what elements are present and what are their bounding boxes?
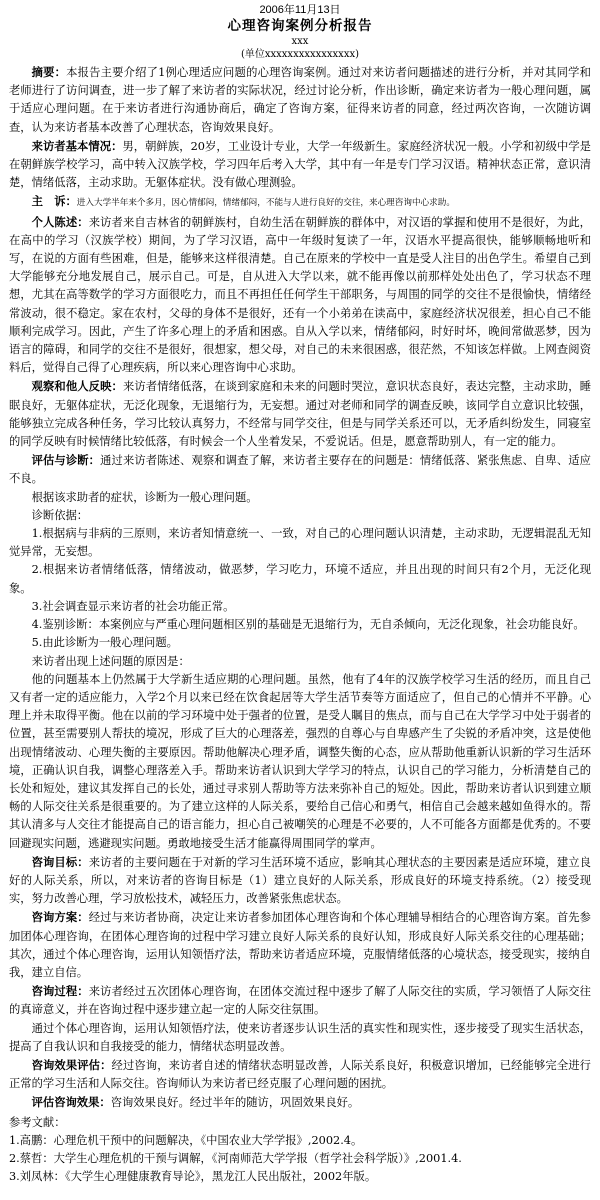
effect-label: 评估咨询效果： [31,1095,111,1110]
process-text: 来访者经过五次团体心理咨询，在团体交流过程中逐步了解了人际交往的实质，学习领悟了人际交往的真谛意义，并在咨询过程中逐步建立起一定的人际交往氛围。 [9,985,591,1017]
cause-text: 他的问题基本上仍然属于大学新生适应期的心理问题。虽然，他有了4年的汉族学校学习生活的经历，而且自己又有者一定的适应能力，入学2个月以来已经在饮食起居等大学生活节奏等方面适应了，但自己的心情并不平静。心理上并未取得平衡。他在以前的学习环境中处于强者的位置，是受人瞩目的焦点，而与自己在大学学习中处于弱者的位置，甚至需要别人帮扶的境况，形成了巨大的心理落差，强烈的自尊心与自卑感产生了尖锐的矛盾冲突，这是使他出现情绪波动、心理失衡的主要原因。帮助他解决心理矛盾，调整失衡的心态，应从帮助他重新认识新的学习生活环境，正确认识自我，调整心理落差入手。帮助来访者认识到大学学习的特点，认识自己的学习能力，分析清楚自己的长处和短处，建议其发挥自己的长处，通过寻求别人帮助等方法来弥补自己的短处。因此，帮助来访者认识到建立顺畅的人际交往关系是很重要的。为了建立这样的人际关系，要给自己信心和勇气，相信自己会越来越如鱼得水的。帮其认清多与人交往才能提高自己的语言能力，担心自己被嘲笑的心理是不必要的，人不可能各方面都是优秀的。不要回避现实问题，逃避现实问题。勇敢地接受生活才能赢得周围同学的掌声。 [9,672,591,850]
goals-paragraph [9,853,591,909]
report-title: 心理咨询案例分析报告 [227,18,373,34]
abstract-paragraph [9,63,591,137]
reference-item: 3.刘凤林：《大学生心理健康教育导论》，黑龙江人民出版社，2002年版。 [9,1170,377,1184]
diagnosis-paragraph [9,451,591,488]
self-statement-text: 来访者来自吉林省的朝鲜族村，自幼生活在朝鲜族的群体中，对汉语的掌握和使用不是很好，为此，在高中的学习（汉族学校）期间，为了学习汉语，高中一年级时复读了一年，汉语水平提高很快，能够顺畅地听和写，在说的方面有些困难，但是，能够来这样很清楚。自己在原来的学校中一直是受人注目的出色学生。希望自己到大学能够充分地发展自己，展示自己。可是，自从进入大学以来，就不能再像以前那样处处出色了，学习状态不理想，尤其在高等数学的学习方面很吃力，而且不再担任任何学生干部职务，与周围的同学的交往不是很愉快，情绪经常波动，很不稳定。家在农村，父母的身体不是很好，还有一个小弟弟在读高中，家庭经济状况很差，担心自己不能顺利完成学习。因此，产生了许多心理上的矛盾和困惑。自从入学以来，情绪郁闷，时好时坏，晚间常做恶梦，因为语言的障碍，和同学的交往不是很好，很想家，想父母，对自己的未来很困惑，很茫然，不知该怎样做。上网查阅资料后，觉得自己得了心理疾病，所以来心理咨询中心求助。 [9,215,591,375]
plan-paragraph [9,908,591,982]
abstract-text: 本报告主要介绍了1例心理适应问题的心理咨询案例。通过对来访者问题描述的进行分析，并对其同学和老师进行了访问调查，进一步了解了来访者的实际状况，经过讨论分析，作出诊断，确定来访者为一般心理问题，属于适应心理问题。在于来访者进行沟通协商后，确定了咨询方案，征得来访者的同意，经过两次咨询，一次随访调查，认为来访者基本改善了心理状态，咨询效果良好。 [9,66,591,134]
diagnosis-basis-item: 3.社会调查显示来访者的社会功能正常。 [31,599,235,613]
complaint-paragraph [9,192,591,212]
plan-label: 咨询方案： [31,910,89,925]
observation-label: 观察和他人反映： [31,379,123,394]
reference-item: 1.高鹏：心理危机干预中的问题解决，《中国农业大学学报》,2002.4。 [9,1133,363,1147]
effect-eval-paragraph [9,1056,591,1093]
complaint-text: 进入大学半年来个多月，因心情郁闷，情绪郁闷，不能与人进行良好的交往，来心理咨询中心求助。 [76,198,455,209]
goals-label: 咨询目标： [31,854,89,869]
basic-info-label: 来访者基本情况： [31,138,123,153]
process-paragraph [9,982,591,1019]
self-statement-label: 个人陈述： [31,214,89,229]
diagnosis-basis-item: 5.由此诊断为一般心理问题。 [31,636,178,650]
diagnosis-basis-item: 4.鉴别诊断：本案例应与严重心理问题相区别的基础是无退缩行为，无自杀倾向，无泛化现象，社会功能良好。 [31,618,585,632]
diagnosis-conclusion: 根据该求助者的症状，诊断为一般心理问题。 [31,490,258,504]
references-label: 参考文献： [9,1115,66,1129]
basic-info-text: 男，朝鲜族，20岁，工业设计专业，大学一年级新生。家庭经济状况一般。小学和初级中学是在朝鲜族学校学习，高中转入汉族学校，学习四年后考入大学，其中有一年是专门学习汉语。精神状态正常，意识清楚，情绪低落，主动求助。无躯体症状。没有做心理测验。 [9,139,591,190]
author-unit: (单位xxxxxxxxxxxxxxxx) [240,49,360,60]
observation-paragraph [9,377,591,451]
plan-text: 经过与来访者协商，决定让来访者参加团体心理咨询和个体心理辅导相结合的心理咨询方案。首先参加团体心理咨询，在团体心理咨询的过程中学习建立良好人际关系的良好认知，形成良好人际关系交往的心理基础；其次，通过个体心理咨询，运用认知领悟疗法，帮助来访者适应环境，克服情绪低落的心境状态，接受现实，接纳自我，建立自信。 [9,911,591,979]
effect-paragraph [9,1093,591,1112]
diagnosis-label: 评估与诊断： [31,453,101,468]
self-statement-paragraph [9,213,591,378]
effect-text: 咨询效果良好。经过半年的随访，巩固效果良好。 [110,1096,360,1110]
diagnosis-basis-label: 诊断依据： [31,508,89,522]
diagnosis-basis-item: 1.根据病与非病的三原则，来访者知情意统一、一致，对自己的心理问题认识清楚，主动求助，无逻辑混乱无知觉异常，无妄想。 [9,527,591,559]
effect-eval-text: 经过咨询，来访者自述的情绪状态明显改善，人际关系良好，积极意识增加，已经能够完全进行正常的学习生活和人际交往。咨询师认为来访者已经克服了心理问题的困扰。 [9,1058,591,1091]
complaint-label: 主 诉： [31,194,77,209]
process-text-2: 通过个体心理咨询，运用认知领悟疗法，使来访者逐步认识生活的真实性和现实性，逐步接受了现实生活状态，提高了自我认识和自我接受的能力，情绪状态明显改善。 [9,1021,591,1053]
diagnosis-basis-item: 2.根据来访者情绪低落，情绪波动，做恶梦，学习吃力，环境不适应，并且出现的时间只有2个月，无泛化现象。 [9,563,591,595]
abstract-label: 摘要： [31,65,67,79]
basic-info-paragraph [9,137,591,193]
effect-eval-label: 咨询效果评估： [31,1057,112,1072]
author-name: xxx [291,36,309,47]
diagnosis-text: 通过来访者陈述、观察和调查了解，来访者主要存在的问题是：情绪低落、紧张焦虑、自卑、适应不良。 [9,454,591,486]
reference-item: 2.蔡哲：大学生心理危机的干预与调解，《河南师范大学学报（哲学社会科学版）》,2001.4. [9,1151,462,1165]
cause-label: 来访者出现上述问题的原因是： [31,654,190,668]
goals-text: 来访者的主要问题在于对新的学习生活环境不适应，影响其心理状态的主要因素是适应环境，建立良好的人际关系，所以，对来访者的咨询目标是（1）建立良好的人际关系，形成良好的环境支持系统。（2）接受现实，努力改善心理，学习放松技术，减轻压力，改善紧张焦虑状态。 [9,855,591,906]
report-date: 2006年11月13日 [259,4,341,16]
process-label: 咨询过程： [31,984,89,999]
observation-text: 来访者情绪低落，在谈到家庭和未来的问题时哭泣，意识状态良好，表达完整，主动求助，睡眠良好，无躯体症状，无泛化现象，无退缩行为，无妄想。通过对老师和同学的调查反映，该同学自立意识比较强，能够独立完成各种任务，学习比较认真努力，不经常与同学交往，但是与同学关系还可以，无矛盾纠纷发生，同寝室的同学反映有时候情绪比较低落，有时候会一个人坐着发呆，不爱说话。但是，愿意帮助别人，有一定的能力。 [9,380,591,449]
